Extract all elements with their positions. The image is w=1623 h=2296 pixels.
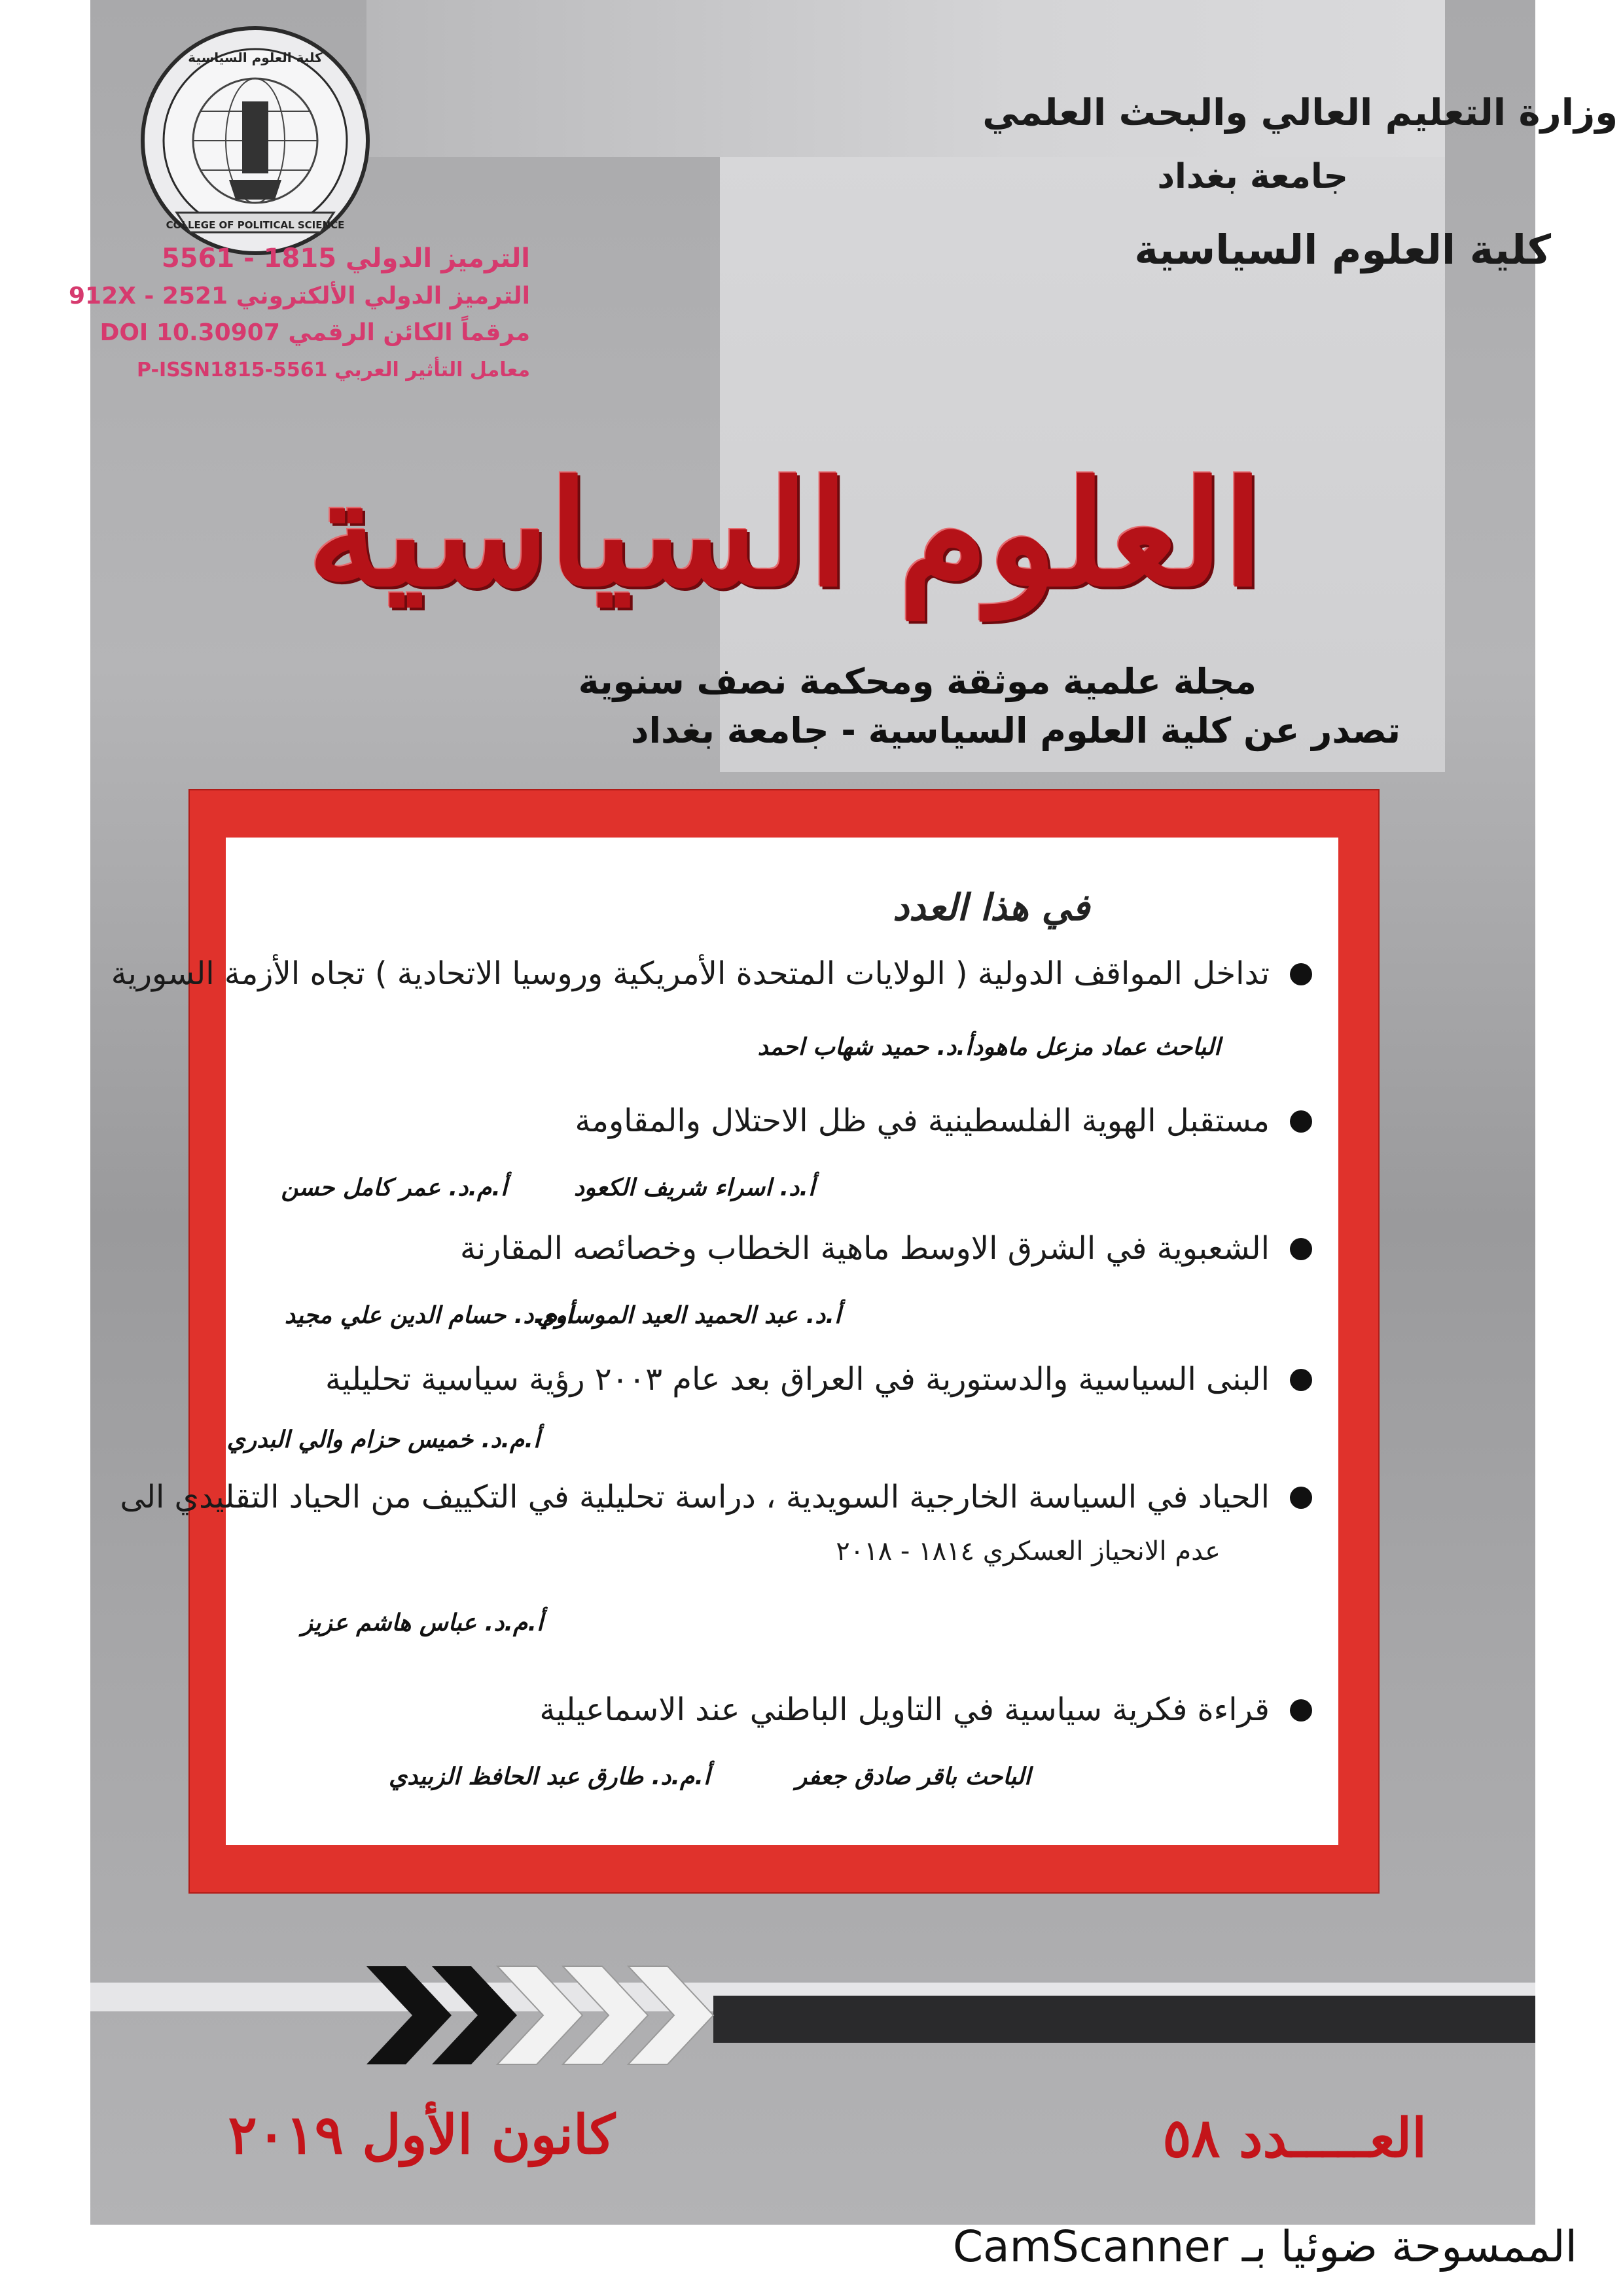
bullet-icon <box>1290 1369 1312 1391</box>
issue-date: كانون الأول ٢٠١٩ <box>228 2104 615 2166</box>
article-author: أ.م.د. طارق عبد الحافظ الزبيدي <box>388 1763 710 1790</box>
article-title-continued: عدم الانحياز العسكري ١٨١٤ - ٢٠١٨ <box>836 1536 1221 1566</box>
bullet-icon <box>1290 1699 1312 1722</box>
journal-masthead <box>255 393 1315 674</box>
journal-title: العلوم السياسية <box>307 448 1264 618</box>
article-title: الشعبوية في الشرق الاوسط ماهية الخطاب وخصائصه المقارنة <box>460 1230 1270 1267</box>
issue-number: العـــــدد ٥٨ <box>1162 2107 1427 2170</box>
college-seal-logo <box>137 23 373 258</box>
logo-top-text: كلية العلوم السياسية <box>188 50 323 65</box>
article-title: الحياد في السياسة الخارجية السويدية ، دراسة تحليلية في التكييف من الحياد التقليدي الى <box>120 1479 1270 1515</box>
article-author: أ.د. اسراء شريف الكعود <box>573 1174 815 1201</box>
article-title: البنى السياسية والدستورية في العراق بعد عام ٢٠٠٣ رؤية سياسية تحليلية <box>325 1361 1270 1398</box>
college-name: كلية العلوم السياسية <box>1134 226 1551 274</box>
issn-print: الترميز الدولي 1815 - 5561 <box>161 243 530 274</box>
article-author: أ.د. عبد الحميد العيد الموساوي <box>537 1302 841 1329</box>
scanner-watermark: الممسوحة ضوئيا بـ CamScanner <box>953 2221 1577 2272</box>
article-author: أ.م.د. عمر كامل حسن <box>281 1174 507 1201</box>
arab-impact-factor: معامل التأثير العربي P-ISSN1815-5561 <box>137 359 530 381</box>
article-title: تداخل المواقف الدولية ( الولايات المتحدة الأمريكية وروسيا الاتحادية ) تجاه الأزمة السورية <box>111 955 1270 992</box>
bullet-icon <box>1290 1238 1312 1260</box>
article-title: مستقبل الهوية الفلسطينية في ظل الاحتلال والمقاومة <box>575 1103 1270 1139</box>
article-author: أ.م.د. خميس حزام والي البدري <box>226 1426 540 1453</box>
decorative-stripe-dark <box>713 1996 1535 2043</box>
logo-bottom-text: COLLEGE OF POLITICAL SCIENCE <box>166 219 345 231</box>
in-this-issue-heading: في هذا العدد <box>893 887 1090 929</box>
chevron-arrows-icon <box>353 1947 720 2084</box>
bullet-icon <box>1290 1110 1312 1133</box>
journal-subtitle-line2: تصدر عن كلية العلوم السياسية - جامعة بغداد <box>630 710 1400 751</box>
article-author: أ.م.د. عباس هاشم عزيز <box>301 1610 543 1636</box>
university-name: جامعة بغداد <box>1157 157 1348 196</box>
contents-panel <box>111 838 1338 1845</box>
article-author: أ.د. حميد شهاب احمد <box>757 1034 972 1061</box>
article-author: الباحث عماد مزعل ماهود <box>972 1034 1221 1061</box>
article-author: أ.م.د. حسام الدين علي مجيد <box>284 1302 573 1329</box>
issn-online: الترميز الدولي الألكتروني 2521 - 912X <box>68 283 530 309</box>
bullet-icon <box>1290 963 1312 985</box>
article-title: قراءة فكرية سياسية في التاويل الباطني عند الاسماعيلية <box>539 1691 1270 1728</box>
bullet-icon <box>1290 1487 1312 1509</box>
article-author: الباحث باقر صادق جعفر <box>795 1763 1031 1790</box>
doi: مرقماً الكائن الرقمي DOI 10.30907 <box>99 319 530 346</box>
ministry-name: وزارة التعليم العالي والبحث العلمي <box>982 92 1618 134</box>
journal-subtitle-line1: مجلة علمية موثقة ومحكمة نصف سنوية <box>578 661 1257 702</box>
